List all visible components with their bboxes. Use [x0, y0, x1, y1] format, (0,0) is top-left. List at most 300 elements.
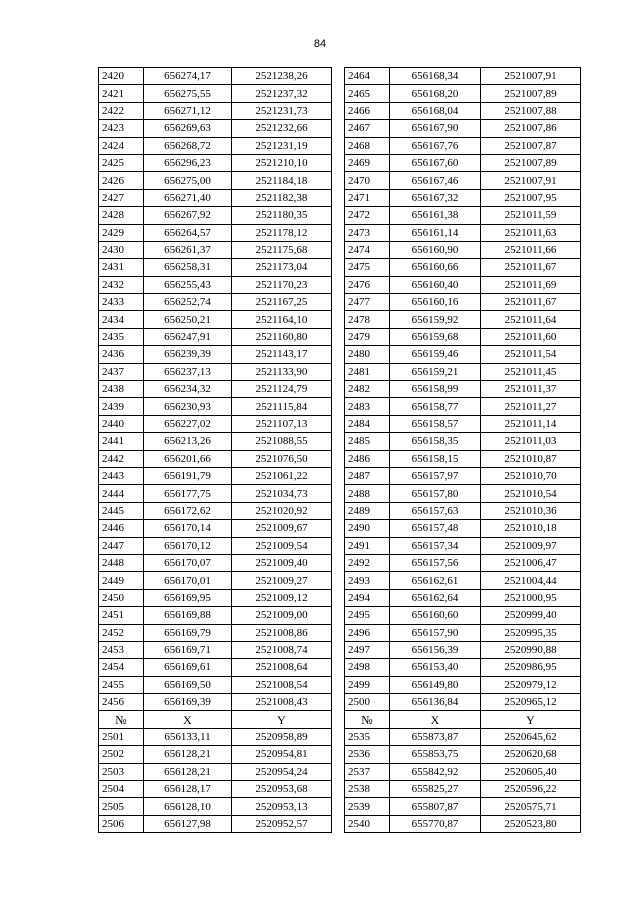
table-row [99, 276, 581, 293]
point-number-cell: 2540 [345, 815, 390, 832]
table-row [99, 415, 581, 432]
point-number-cell: 2486 [345, 450, 390, 467]
point-number-cell: 2421 [99, 85, 144, 102]
column-gap [332, 259, 345, 276]
point-number-cell: 2504 [99, 781, 144, 798]
y-coordinate-cell: 2521004,44 [481, 572, 581, 589]
y-coordinate-cell: 2521009,67 [232, 520, 332, 537]
point-number-cell: 2423 [99, 120, 144, 137]
y-coordinate-cell: 2521175,68 [232, 241, 332, 258]
table-row [99, 641, 581, 658]
table-row [99, 763, 581, 780]
table-row [99, 120, 581, 137]
table-row [99, 728, 581, 745]
column-gap [332, 746, 345, 763]
x-coordinate-cell: 656158,77 [390, 398, 481, 415]
x-coordinate-cell: 656267,92 [144, 207, 232, 224]
table-row [99, 328, 581, 345]
point-number-cell: 2438 [99, 381, 144, 398]
column-gap [332, 711, 345, 728]
table-row [99, 572, 581, 589]
y-coordinate-cell: 2521007,87 [481, 137, 581, 154]
x-coordinate-cell: 656157,48 [390, 520, 481, 537]
point-number-cell: 2535 [345, 728, 390, 745]
point-number-cell: 2473 [345, 224, 390, 241]
y-coordinate-cell: 2521011,45 [481, 363, 581, 380]
x-coordinate-cell: 656157,63 [390, 502, 481, 519]
x-coordinate-cell: 656160,40 [390, 276, 481, 293]
table-row [99, 781, 581, 798]
table-row [99, 102, 581, 119]
y-coordinate-cell: 2521076,50 [232, 450, 332, 467]
column-gap [332, 502, 345, 519]
table-row [99, 659, 581, 676]
column-gap [332, 589, 345, 606]
x-coordinate-cell: 656160,66 [390, 259, 481, 276]
table-row [99, 520, 581, 537]
column-gap [332, 694, 345, 711]
column-gap [332, 485, 345, 502]
y-coordinate-cell: 2520999,40 [481, 607, 581, 624]
x-coordinate-cell: 656169,50 [144, 676, 232, 693]
column-gap [332, 346, 345, 363]
y-coordinate-cell: 2521011,67 [481, 294, 581, 311]
x-coordinate-cell: 656127,98 [144, 815, 232, 832]
y-coordinate-cell: 2521011,37 [481, 381, 581, 398]
x-coordinate-cell: 656167,32 [390, 189, 481, 206]
table-row [99, 154, 581, 171]
x-coordinate-cell: 656169,88 [144, 607, 232, 624]
y-coordinate-cell: 2521184,18 [232, 172, 332, 189]
column-gap [332, 728, 345, 745]
x-coordinate-cell: 655842,92 [390, 763, 481, 780]
x-coordinate-cell: 656230,93 [144, 398, 232, 415]
x-coordinate-cell: 656274,17 [144, 68, 232, 85]
y-coordinate-cell: 2521009,27 [232, 572, 332, 589]
x-coordinate-cell: 656167,76 [390, 137, 481, 154]
x-coordinate-cell: 656160,90 [390, 241, 481, 258]
point-number-cell: 2420 [99, 68, 144, 85]
x-coordinate-cell: 656159,21 [390, 363, 481, 380]
table-row [99, 694, 581, 711]
point-number-cell: 2505 [99, 798, 144, 815]
column-gap [332, 450, 345, 467]
point-number-cell: 2450 [99, 589, 144, 606]
column-gap [332, 624, 345, 641]
y-coordinate-cell: 2521124,79 [232, 381, 332, 398]
point-number-cell: 2492 [345, 554, 390, 571]
point-number-cell: 2484 [345, 415, 390, 432]
table-row [99, 294, 581, 311]
point-number-cell: 2444 [99, 485, 144, 502]
point-number-cell: 2436 [99, 346, 144, 363]
y-coordinate-cell: 2521009,00 [232, 607, 332, 624]
y-coordinate-cell: 2520605,40 [481, 763, 581, 780]
y-coordinate-cell: 2521020,92 [232, 502, 332, 519]
column-gap [332, 763, 345, 780]
point-number-cell: 2502 [99, 746, 144, 763]
y-coordinate-cell: 2521011,69 [481, 276, 581, 293]
point-number-cell: 2432 [99, 276, 144, 293]
point-number-cell: 2475 [345, 259, 390, 276]
point-number-cell: 2496 [345, 624, 390, 641]
y-coordinate-cell: 2521178,12 [232, 224, 332, 241]
x-coordinate-cell: 656169,71 [144, 641, 232, 658]
point-number-cell: 2493 [345, 572, 390, 589]
x-coordinate-cell: 656149,80 [390, 676, 481, 693]
y-coordinate-cell: 2520645,62 [481, 728, 581, 745]
y-coordinate-cell: 2521238,26 [232, 68, 332, 85]
x-coordinate-cell: 656157,97 [390, 467, 481, 484]
table-row [99, 607, 581, 624]
column-header: Y [481, 711, 581, 728]
y-coordinate-cell: 2520954,24 [232, 763, 332, 780]
column-gap [332, 276, 345, 293]
y-coordinate-cell: 2521011,54 [481, 346, 581, 363]
table-row [99, 224, 581, 241]
table-row [99, 398, 581, 415]
x-coordinate-cell: 656128,10 [144, 798, 232, 815]
column-gap [332, 85, 345, 102]
point-number-cell: 2539 [345, 798, 390, 815]
column-gap [332, 102, 345, 119]
y-coordinate-cell: 2521011,14 [481, 415, 581, 432]
y-coordinate-cell: 2520953,13 [232, 798, 332, 815]
table-row [99, 746, 581, 763]
table-row [99, 554, 581, 571]
point-number-cell: 2485 [345, 433, 390, 450]
y-coordinate-cell: 2521010,18 [481, 520, 581, 537]
point-number-cell: 2434 [99, 311, 144, 328]
x-coordinate-cell: 656170,01 [144, 572, 232, 589]
table-row [99, 346, 581, 363]
table-row [99, 798, 581, 815]
x-coordinate-cell: 656157,90 [390, 624, 481, 641]
x-coordinate-cell: 655873,87 [390, 728, 481, 745]
x-coordinate-cell: 656161,14 [390, 224, 481, 241]
y-coordinate-cell: 2521007,86 [481, 120, 581, 137]
point-number-cell: 2489 [345, 502, 390, 519]
point-number-cell: 2443 [99, 467, 144, 484]
point-number-cell: 2483 [345, 398, 390, 415]
point-number-cell: 2503 [99, 763, 144, 780]
y-coordinate-cell: 2521009,97 [481, 537, 581, 554]
point-number-cell: 2470 [345, 172, 390, 189]
y-coordinate-cell: 2521160,80 [232, 328, 332, 345]
y-coordinate-cell: 2520986,95 [481, 659, 581, 676]
column-gap [332, 798, 345, 815]
x-coordinate-cell: 656264,57 [144, 224, 232, 241]
point-number-cell: 2439 [99, 398, 144, 415]
table-row [99, 624, 581, 641]
y-coordinate-cell: 2521167,25 [232, 294, 332, 311]
column-gap [332, 241, 345, 258]
column-gap [332, 433, 345, 450]
x-coordinate-cell: 656157,34 [390, 537, 481, 554]
column-gap [332, 172, 345, 189]
point-number-cell: 2487 [345, 467, 390, 484]
point-number-cell: 2466 [345, 102, 390, 119]
column-gap [332, 467, 345, 484]
y-coordinate-cell: 2521007,91 [481, 68, 581, 85]
column-gap [332, 189, 345, 206]
point-number-cell: 2441 [99, 433, 144, 450]
x-coordinate-cell: 655770,87 [390, 815, 481, 832]
x-coordinate-cell: 656169,79 [144, 624, 232, 641]
y-coordinate-cell: 2521009,40 [232, 554, 332, 571]
point-number-cell: 2501 [99, 728, 144, 745]
y-coordinate-cell: 2521008,54 [232, 676, 332, 693]
point-number-cell: 2425 [99, 154, 144, 171]
y-coordinate-cell: 2521237,32 [232, 85, 332, 102]
column-gap [332, 659, 345, 676]
table-row [99, 450, 581, 467]
column-gap [332, 781, 345, 798]
table-row [99, 381, 581, 398]
table-row [99, 589, 581, 606]
table-row [99, 363, 581, 380]
x-coordinate-cell: 656239,39 [144, 346, 232, 363]
point-number-cell: 2500 [345, 694, 390, 711]
column-gap [332, 415, 345, 432]
table-row [99, 311, 581, 328]
point-number-cell: 2429 [99, 224, 144, 241]
y-coordinate-cell: 2521009,54 [232, 537, 332, 554]
point-number-cell: 2497 [345, 641, 390, 658]
column-header: № [99, 711, 144, 728]
table-row [99, 137, 581, 154]
point-number-cell: 2469 [345, 154, 390, 171]
y-coordinate-cell: 2521010,70 [481, 467, 581, 484]
table-row [99, 68, 581, 85]
point-number-cell: 2471 [345, 189, 390, 206]
x-coordinate-cell: 656153,40 [390, 659, 481, 676]
x-coordinate-cell: 656128,21 [144, 746, 232, 763]
x-coordinate-cell: 656201,66 [144, 450, 232, 467]
y-coordinate-cell: 2521011,67 [481, 259, 581, 276]
y-coordinate-cell: 2521173,04 [232, 259, 332, 276]
column-gap [332, 381, 345, 398]
x-coordinate-cell: 656169,39 [144, 694, 232, 711]
y-coordinate-cell: 2521143,17 [232, 346, 332, 363]
column-gap [332, 120, 345, 137]
table-row [99, 172, 581, 189]
y-coordinate-cell: 2521007,89 [481, 85, 581, 102]
y-coordinate-cell: 2521011,59 [481, 207, 581, 224]
column-gap [332, 363, 345, 380]
point-number-cell: 2446 [99, 520, 144, 537]
y-coordinate-cell: 2521008,64 [232, 659, 332, 676]
point-number-cell: 2456 [99, 694, 144, 711]
x-coordinate-cell: 656158,57 [390, 415, 481, 432]
point-number-cell: 2435 [99, 328, 144, 345]
x-coordinate-cell: 656170,07 [144, 554, 232, 571]
x-coordinate-cell: 656247,91 [144, 328, 232, 345]
point-number-cell: 2452 [99, 624, 144, 641]
point-number-cell: 2472 [345, 207, 390, 224]
point-number-cell: 2491 [345, 537, 390, 554]
column-gap [332, 398, 345, 415]
y-coordinate-cell: 2521010,54 [481, 485, 581, 502]
point-number-cell: 2474 [345, 241, 390, 258]
point-number-cell: 2422 [99, 102, 144, 119]
x-coordinate-cell: 656133,11 [144, 728, 232, 745]
x-coordinate-cell: 656161,38 [390, 207, 481, 224]
x-coordinate-cell: 656157,80 [390, 485, 481, 502]
y-coordinate-cell: 2521164,10 [232, 311, 332, 328]
y-coordinate-cell: 2520523,80 [481, 815, 581, 832]
point-number-cell: 2478 [345, 311, 390, 328]
x-coordinate-cell: 656158,35 [390, 433, 481, 450]
y-coordinate-cell: 2521011,03 [481, 433, 581, 450]
column-header: Y [232, 711, 332, 728]
x-coordinate-cell: 656158,99 [390, 381, 481, 398]
y-coordinate-cell: 2521088,55 [232, 433, 332, 450]
point-number-cell: 2468 [345, 137, 390, 154]
y-coordinate-cell: 2521231,73 [232, 102, 332, 119]
y-coordinate-cell: 2521010,36 [481, 502, 581, 519]
point-number-cell: 2467 [345, 120, 390, 137]
x-coordinate-cell: 656275,00 [144, 172, 232, 189]
point-number-cell: 2447 [99, 537, 144, 554]
page-number: 84 [313, 38, 327, 50]
x-coordinate-cell: 656227,02 [144, 415, 232, 432]
point-number-cell: 2445 [99, 502, 144, 519]
x-coordinate-cell: 656159,46 [390, 346, 481, 363]
column-gap [332, 154, 345, 171]
x-coordinate-cell: 656191,79 [144, 467, 232, 484]
y-coordinate-cell: 2521008,74 [232, 641, 332, 658]
y-coordinate-cell: 2520954,81 [232, 746, 332, 763]
y-coordinate-cell: 2520990,88 [481, 641, 581, 658]
x-coordinate-cell: 656160,60 [390, 607, 481, 624]
y-coordinate-cell: 2520953,68 [232, 781, 332, 798]
column-gap [332, 676, 345, 693]
x-coordinate-cell: 656275,55 [144, 85, 232, 102]
y-coordinate-cell: 2521210,10 [232, 154, 332, 171]
x-coordinate-cell: 656159,68 [390, 328, 481, 345]
y-coordinate-cell: 2521170,23 [232, 276, 332, 293]
point-number-cell: 2428 [99, 207, 144, 224]
point-number-cell: 2499 [345, 676, 390, 693]
x-coordinate-cell: 655825,27 [390, 781, 481, 798]
point-number-cell: 2488 [345, 485, 390, 502]
point-number-cell: 2440 [99, 415, 144, 432]
y-coordinate-cell: 2520965,12 [481, 694, 581, 711]
x-coordinate-cell: 656128,17 [144, 781, 232, 798]
x-coordinate-cell: 656170,12 [144, 537, 232, 554]
point-number-cell: 2442 [99, 450, 144, 467]
y-coordinate-cell: 2521232,66 [232, 120, 332, 137]
x-coordinate-cell: 656157,56 [390, 554, 481, 571]
point-number-cell: 2464 [345, 68, 390, 85]
point-number-cell: 2482 [345, 381, 390, 398]
point-number-cell: 2451 [99, 607, 144, 624]
table-row [99, 259, 581, 276]
x-coordinate-cell: 656162,64 [390, 589, 481, 606]
table-row [99, 537, 581, 554]
x-coordinate-cell: 656156,39 [390, 641, 481, 658]
table-row [99, 189, 581, 206]
point-number-cell: 2427 [99, 189, 144, 206]
point-number-cell: 2431 [99, 259, 144, 276]
column-gap [332, 311, 345, 328]
point-number-cell: 2490 [345, 520, 390, 537]
x-coordinate-cell: 656162,61 [390, 572, 481, 589]
x-coordinate-cell: 656234,32 [144, 381, 232, 398]
y-coordinate-cell: 2521231,19 [232, 137, 332, 154]
y-coordinate-cell: 2520995,35 [481, 624, 581, 641]
point-number-cell: 2449 [99, 572, 144, 589]
x-coordinate-cell: 656269,63 [144, 120, 232, 137]
y-coordinate-cell: 2520952,57 [232, 815, 332, 832]
x-coordinate-cell: 656252,74 [144, 294, 232, 311]
x-coordinate-cell: 656168,34 [390, 68, 481, 85]
x-coordinate-cell: 656136,84 [390, 694, 481, 711]
point-number-cell: 2477 [345, 294, 390, 311]
column-gap [332, 137, 345, 154]
point-number-cell: 2430 [99, 241, 144, 258]
column-gap [332, 572, 345, 589]
y-coordinate-cell: 2521011,63 [481, 224, 581, 241]
column-gap [332, 520, 345, 537]
y-coordinate-cell: 2521007,89 [481, 154, 581, 171]
x-coordinate-cell: 656271,12 [144, 102, 232, 119]
table-row [99, 85, 581, 102]
point-number-cell: 2494 [345, 589, 390, 606]
x-coordinate-cell: 656167,46 [390, 172, 481, 189]
table-row [99, 433, 581, 450]
point-number-cell: 2455 [99, 676, 144, 693]
x-coordinate-cell: 656168,20 [390, 85, 481, 102]
point-number-cell: 2454 [99, 659, 144, 676]
point-number-cell: 2495 [345, 607, 390, 624]
point-number-cell: 2480 [345, 346, 390, 363]
column-gap [332, 554, 345, 571]
x-coordinate-cell: 656160,16 [390, 294, 481, 311]
column-gap [332, 815, 345, 832]
point-number-cell: 2481 [345, 363, 390, 380]
y-coordinate-cell: 2521010,87 [481, 450, 581, 467]
y-coordinate-cell: 2521008,43 [232, 694, 332, 711]
column-gap [332, 68, 345, 85]
x-coordinate-cell: 656296,23 [144, 154, 232, 171]
y-coordinate-cell: 2521007,88 [481, 102, 581, 119]
y-coordinate-cell: 2521011,64 [481, 311, 581, 328]
x-coordinate-cell: 656255,43 [144, 276, 232, 293]
header-row [99, 711, 581, 728]
column-gap [332, 294, 345, 311]
point-number-cell: 2498 [345, 659, 390, 676]
column-gap [332, 328, 345, 345]
point-number-cell: 2465 [345, 85, 390, 102]
point-number-cell: 2437 [99, 363, 144, 380]
point-number-cell: 2537 [345, 763, 390, 780]
x-coordinate-cell: 656168,04 [390, 102, 481, 119]
x-coordinate-cell: 656172,62 [144, 502, 232, 519]
x-coordinate-cell: 656213,26 [144, 433, 232, 450]
y-coordinate-cell: 2521133,90 [232, 363, 332, 380]
point-number-cell: 2536 [345, 746, 390, 763]
point-number-cell: 2476 [345, 276, 390, 293]
x-coordinate-cell: 656237,13 [144, 363, 232, 380]
table-row [99, 815, 581, 832]
column-header: X [144, 711, 232, 728]
x-coordinate-cell: 656258,31 [144, 259, 232, 276]
y-coordinate-cell: 2521000,95 [481, 589, 581, 606]
column-gap [332, 537, 345, 554]
point-number-cell: 2433 [99, 294, 144, 311]
